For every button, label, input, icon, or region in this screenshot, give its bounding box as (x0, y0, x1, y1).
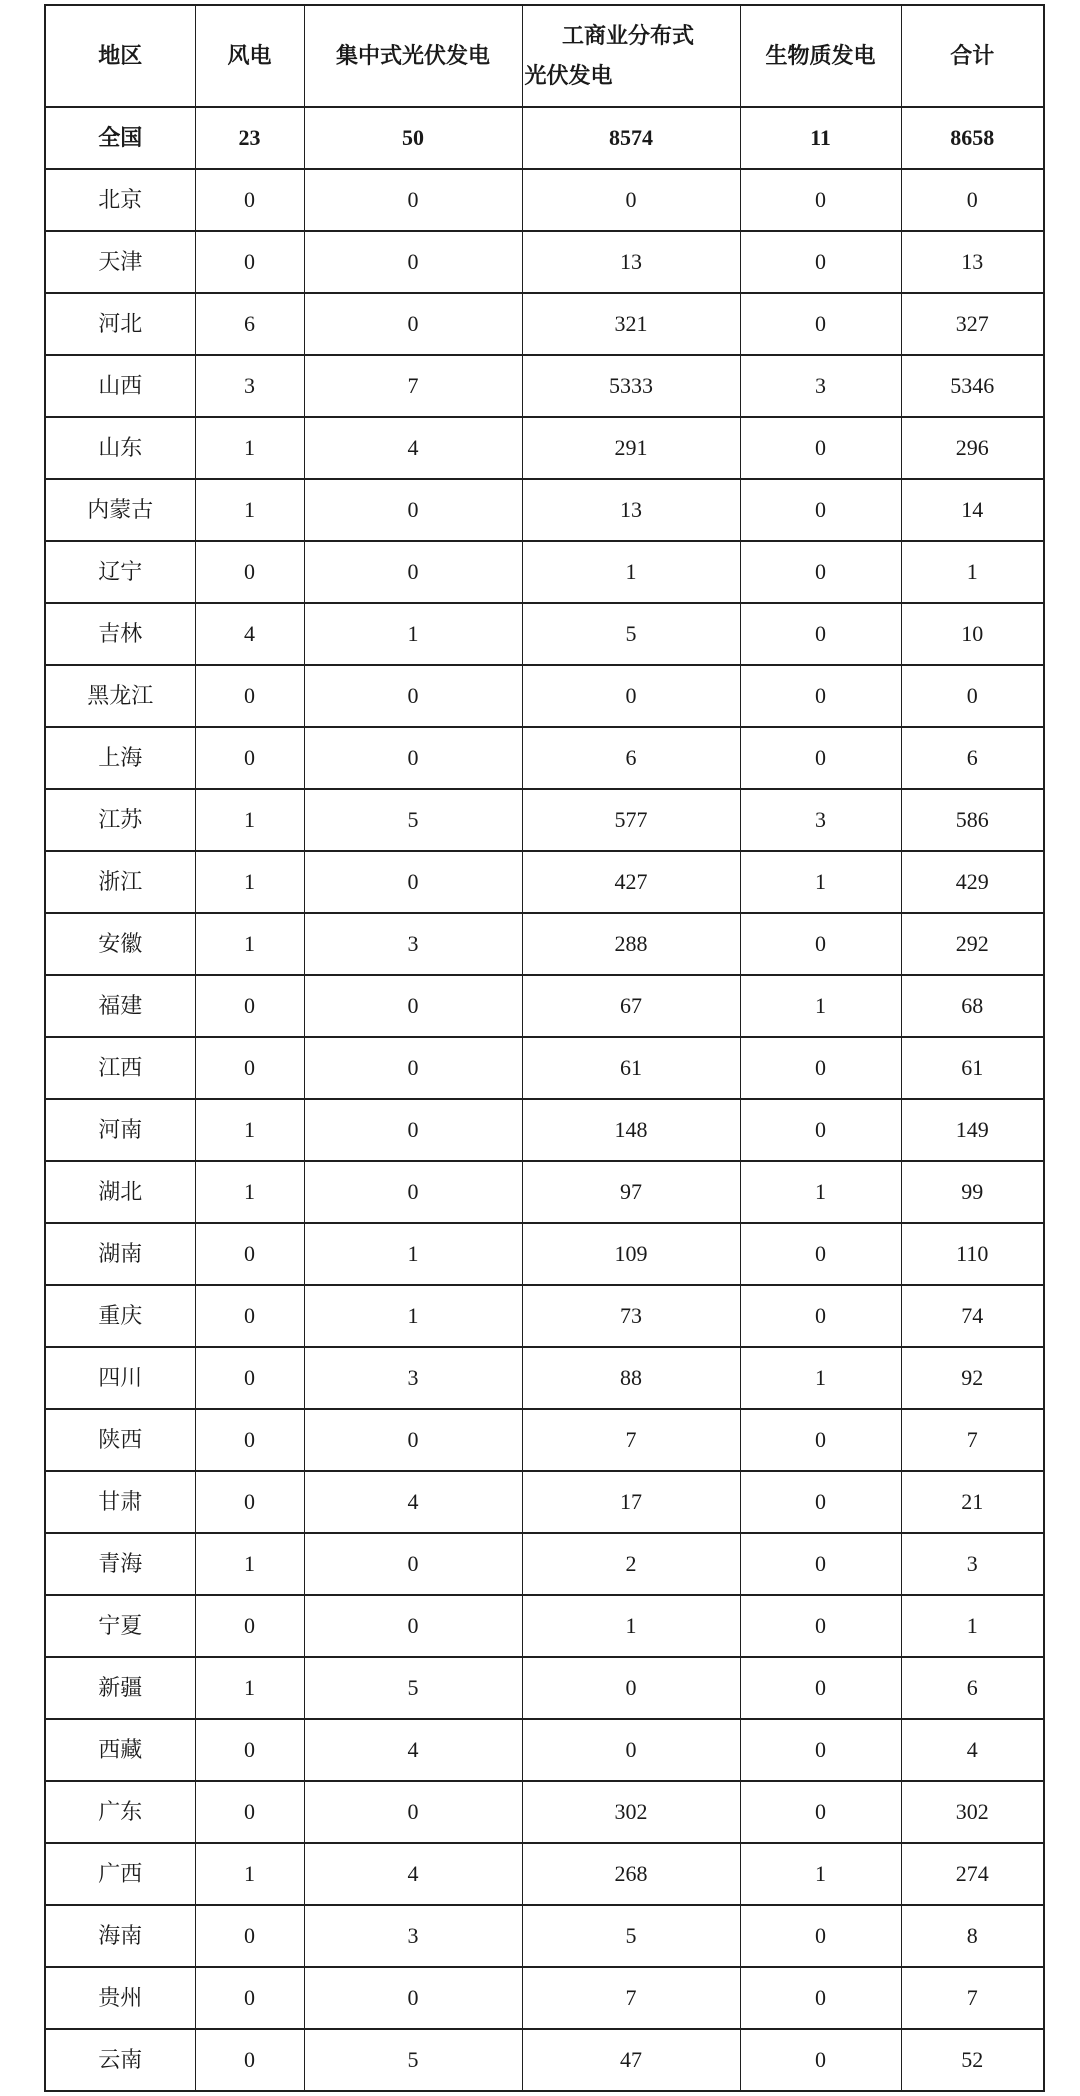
region-cell: 云南 (45, 2029, 195, 2091)
value-cell: 0 (304, 727, 522, 789)
value-cell: 74 (901, 1285, 1044, 1347)
value-cell: 0 (195, 1223, 304, 1285)
value-cell: 1 (195, 913, 304, 975)
value-cell: 0 (304, 169, 522, 231)
table-header (45, 5, 1044, 107)
value-cell: 0 (901, 665, 1044, 727)
value-cell: 6 (195, 293, 304, 355)
value-cell: 1 (195, 479, 304, 541)
value-cell: 0 (740, 1099, 901, 1161)
header-centralized-pv: 集中式光伏发电 (304, 5, 522, 107)
value-cell: 0 (740, 1409, 901, 1471)
value-cell: 4 (304, 417, 522, 479)
table-row (45, 1347, 1044, 1409)
region-cell: 河南 (45, 1099, 195, 1161)
value-cell: 288 (522, 913, 740, 975)
value-cell: 1 (522, 541, 740, 603)
value-cell: 5 (304, 1657, 522, 1719)
value-cell: 0 (740, 665, 901, 727)
table-row (45, 1161, 1044, 1223)
value-cell: 5346 (901, 355, 1044, 417)
value-cell: 1 (522, 1595, 740, 1657)
region-cell: 内蒙古 (45, 479, 195, 541)
header-total: 合计 (901, 5, 1044, 107)
value-cell: 2 (522, 1533, 740, 1595)
region-cell: 浙江 (45, 851, 195, 913)
value-cell: 321 (522, 293, 740, 355)
value-cell: 0 (740, 541, 901, 603)
value-cell: 429 (901, 851, 1044, 913)
value-cell: 0 (195, 1967, 304, 2029)
value-cell: 0 (195, 1037, 304, 1099)
table-row (45, 1471, 1044, 1533)
value-cell: 7 (901, 1409, 1044, 1471)
value-cell: 0 (195, 975, 304, 1037)
value-cell: 52 (901, 2029, 1044, 2091)
header-distributed-pv-line2: 光伏发电 (524, 63, 613, 88)
region-cell: 吉林 (45, 603, 195, 665)
value-cell: 67 (522, 975, 740, 1037)
value-cell: 0 (195, 1347, 304, 1409)
region-cell: 重庆 (45, 1285, 195, 1347)
value-cell: 0 (740, 1595, 901, 1657)
value-cell: 0 (304, 975, 522, 1037)
value-cell: 0 (740, 1719, 901, 1781)
value-cell: 3 (901, 1533, 1044, 1595)
value-cell: 0 (195, 1285, 304, 1347)
header-biomass: 生物质发电 (740, 5, 901, 107)
value-cell: 268 (522, 1843, 740, 1905)
value-cell: 0 (195, 665, 304, 727)
region-power-table (44, 4, 1045, 2092)
region-cell: 福建 (45, 975, 195, 1037)
region-cell: 西藏 (45, 1719, 195, 1781)
table-row-national-total (45, 107, 1044, 169)
value-cell: 47 (522, 2029, 740, 2091)
value-cell: 149 (901, 1099, 1044, 1161)
region-cell: 新疆 (45, 1657, 195, 1719)
value-cell: 0 (522, 169, 740, 231)
region-cell: 天津 (45, 231, 195, 293)
value-cell: 586 (901, 789, 1044, 851)
table-row (45, 1285, 1044, 1347)
region-cell: 陕西 (45, 1409, 195, 1471)
value-cell: 10 (901, 603, 1044, 665)
value-cell: 5333 (522, 355, 740, 417)
table-row (45, 1657, 1044, 1719)
value-cell: 0 (195, 2029, 304, 2091)
value-cell: 0 (195, 1905, 304, 1967)
value-cell: 8658 (901, 107, 1044, 169)
table-body (45, 107, 1044, 2091)
value-cell: 8 (901, 1905, 1044, 1967)
value-cell: 1 (195, 1533, 304, 1595)
value-cell: 291 (522, 417, 740, 479)
value-cell: 0 (195, 541, 304, 603)
value-cell: 0 (740, 1657, 901, 1719)
value-cell: 0 (195, 1719, 304, 1781)
value-cell: 5 (522, 1905, 740, 1967)
table-row (45, 1719, 1044, 1781)
value-cell: 97 (522, 1161, 740, 1223)
value-cell: 88 (522, 1347, 740, 1409)
value-cell: 0 (195, 1781, 304, 1843)
region-cell: 全国 (45, 107, 195, 169)
table-row (45, 2029, 1044, 2091)
value-cell: 4 (901, 1719, 1044, 1781)
value-cell: 577 (522, 789, 740, 851)
table-row (45, 169, 1044, 231)
table-row (45, 1223, 1044, 1285)
value-cell: 7 (901, 1967, 1044, 2029)
value-cell: 0 (740, 231, 901, 293)
value-cell: 0 (304, 851, 522, 913)
region-cell: 北京 (45, 169, 195, 231)
value-cell: 4 (304, 1719, 522, 1781)
table-row (45, 1409, 1044, 1471)
region-cell: 湖北 (45, 1161, 195, 1223)
value-cell: 302 (901, 1781, 1044, 1843)
value-cell: 3 (740, 789, 901, 851)
table-row (45, 851, 1044, 913)
table-row (45, 1037, 1044, 1099)
value-cell: 0 (740, 1781, 901, 1843)
value-cell: 1 (195, 1099, 304, 1161)
region-cell: 宁夏 (45, 1595, 195, 1657)
value-cell: 1 (304, 1223, 522, 1285)
value-cell: 1 (304, 603, 522, 665)
value-cell: 0 (304, 1967, 522, 2029)
region-cell: 甘肃 (45, 1471, 195, 1533)
value-cell: 6 (901, 1657, 1044, 1719)
header-row (45, 5, 1044, 107)
value-cell: 0 (304, 541, 522, 603)
value-cell: 274 (901, 1843, 1044, 1905)
value-cell: 0 (304, 1595, 522, 1657)
value-cell: 1 (740, 1347, 901, 1409)
value-cell: 0 (740, 1533, 901, 1595)
value-cell: 73 (522, 1285, 740, 1347)
value-cell: 0 (304, 665, 522, 727)
value-cell: 8574 (522, 107, 740, 169)
header-distributed-pv (522, 5, 740, 107)
value-cell: 4 (304, 1843, 522, 1905)
value-cell: 1 (740, 975, 901, 1037)
table-row (45, 603, 1044, 665)
table-row (45, 479, 1044, 541)
region-cell: 湖南 (45, 1223, 195, 1285)
table-row (45, 541, 1044, 603)
value-cell: 13 (522, 231, 740, 293)
value-cell: 5 (304, 2029, 522, 2091)
value-cell: 0 (522, 1719, 740, 1781)
value-cell: 0 (740, 479, 901, 541)
value-cell: 1 (195, 789, 304, 851)
region-cell: 黑龙江 (45, 665, 195, 727)
value-cell: 7 (522, 1409, 740, 1471)
value-cell: 296 (901, 417, 1044, 479)
table-row (45, 1781, 1044, 1843)
header-region: 地区 (45, 5, 195, 107)
table-row (45, 789, 1044, 851)
value-cell: 3 (740, 355, 901, 417)
region-cell: 上海 (45, 727, 195, 789)
value-cell: 0 (304, 1037, 522, 1099)
value-cell: 3 (195, 355, 304, 417)
value-cell: 0 (195, 1409, 304, 1471)
value-cell: 11 (740, 107, 901, 169)
value-cell: 0 (740, 1037, 901, 1099)
value-cell: 0 (195, 727, 304, 789)
value-cell: 0 (522, 665, 740, 727)
table-row (45, 913, 1044, 975)
value-cell: 327 (901, 293, 1044, 355)
value-cell: 13 (901, 231, 1044, 293)
value-cell: 0 (740, 1223, 901, 1285)
table-row (45, 1905, 1044, 1967)
value-cell: 427 (522, 851, 740, 913)
table-row (45, 293, 1044, 355)
value-cell: 0 (304, 1161, 522, 1223)
value-cell: 0 (901, 169, 1044, 231)
value-cell: 3 (304, 1905, 522, 1967)
region-cell: 江西 (45, 1037, 195, 1099)
region-cell: 广东 (45, 1781, 195, 1843)
value-cell: 50 (304, 107, 522, 169)
region-cell: 广西 (45, 1843, 195, 1905)
header-distributed-pv-line1: 工商业分布式 (561, 22, 694, 48)
table-row (45, 1595, 1044, 1657)
value-cell: 0 (522, 1657, 740, 1719)
table-row (45, 1843, 1044, 1905)
table-row (45, 727, 1044, 789)
value-cell: 0 (304, 231, 522, 293)
value-cell: 0 (195, 1595, 304, 1657)
value-cell: 92 (901, 1347, 1044, 1409)
value-cell: 0 (304, 1099, 522, 1161)
value-cell: 1 (740, 1843, 901, 1905)
value-cell: 1 (304, 1285, 522, 1347)
value-cell: 7 (304, 355, 522, 417)
value-cell: 0 (304, 1781, 522, 1843)
value-cell: 1 (901, 1595, 1044, 1657)
table-row (45, 1967, 1044, 2029)
value-cell: 1 (740, 1161, 901, 1223)
value-cell: 0 (740, 417, 901, 479)
value-cell: 0 (740, 913, 901, 975)
value-cell: 23 (195, 107, 304, 169)
value-cell: 0 (304, 1533, 522, 1595)
value-cell: 6 (522, 727, 740, 789)
value-cell: 99 (901, 1161, 1044, 1223)
value-cell: 13 (522, 479, 740, 541)
value-cell: 1 (195, 1657, 304, 1719)
value-cell: 4 (304, 1471, 522, 1533)
table-row (45, 355, 1044, 417)
value-cell: 0 (740, 1285, 901, 1347)
value-cell: 0 (740, 293, 901, 355)
value-cell: 17 (522, 1471, 740, 1533)
value-cell: 3 (304, 1347, 522, 1409)
value-cell: 0 (740, 727, 901, 789)
region-cell: 江苏 (45, 789, 195, 851)
value-cell: 0 (740, 1905, 901, 1967)
region-cell: 青海 (45, 1533, 195, 1595)
value-cell: 5 (304, 789, 522, 851)
region-cell: 山西 (45, 355, 195, 417)
value-cell: 1 (195, 1161, 304, 1223)
value-cell: 0 (304, 293, 522, 355)
value-cell: 21 (901, 1471, 1044, 1533)
value-cell: 14 (901, 479, 1044, 541)
value-cell: 0 (740, 1471, 901, 1533)
value-cell: 110 (901, 1223, 1044, 1285)
value-cell: 1 (195, 1843, 304, 1905)
value-cell: 1 (195, 851, 304, 913)
value-cell: 4 (195, 603, 304, 665)
table-row (45, 975, 1044, 1037)
value-cell: 0 (195, 1471, 304, 1533)
table-row (45, 231, 1044, 293)
region-cell: 安徽 (45, 913, 195, 975)
table-row (45, 665, 1044, 727)
value-cell: 61 (901, 1037, 1044, 1099)
table-row (45, 1099, 1044, 1161)
value-cell: 0 (740, 169, 901, 231)
value-cell: 0 (195, 169, 304, 231)
value-cell: 0 (304, 479, 522, 541)
header-wind: 风电 (195, 5, 304, 107)
value-cell: 148 (522, 1099, 740, 1161)
value-cell: 6 (901, 727, 1044, 789)
value-cell: 1 (740, 851, 901, 913)
value-cell: 1 (195, 417, 304, 479)
region-cell: 四川 (45, 1347, 195, 1409)
value-cell: 109 (522, 1223, 740, 1285)
value-cell: 68 (901, 975, 1044, 1037)
table-row (45, 417, 1044, 479)
value-cell: 292 (901, 913, 1044, 975)
region-cell: 河北 (45, 293, 195, 355)
table-row (45, 1533, 1044, 1595)
region-cell: 贵州 (45, 1967, 195, 2029)
region-cell: 辽宁 (45, 541, 195, 603)
region-cell: 海南 (45, 1905, 195, 1967)
value-cell: 7 (522, 1967, 740, 2029)
value-cell: 0 (740, 603, 901, 665)
value-cell: 0 (740, 2029, 901, 2091)
value-cell: 5 (522, 603, 740, 665)
value-cell: 0 (740, 1967, 901, 2029)
value-cell: 3 (304, 913, 522, 975)
value-cell: 61 (522, 1037, 740, 1099)
value-cell: 0 (195, 231, 304, 293)
region-cell: 山东 (45, 417, 195, 479)
value-cell: 302 (522, 1781, 740, 1843)
value-cell: 1 (901, 541, 1044, 603)
value-cell: 0 (304, 1409, 522, 1471)
